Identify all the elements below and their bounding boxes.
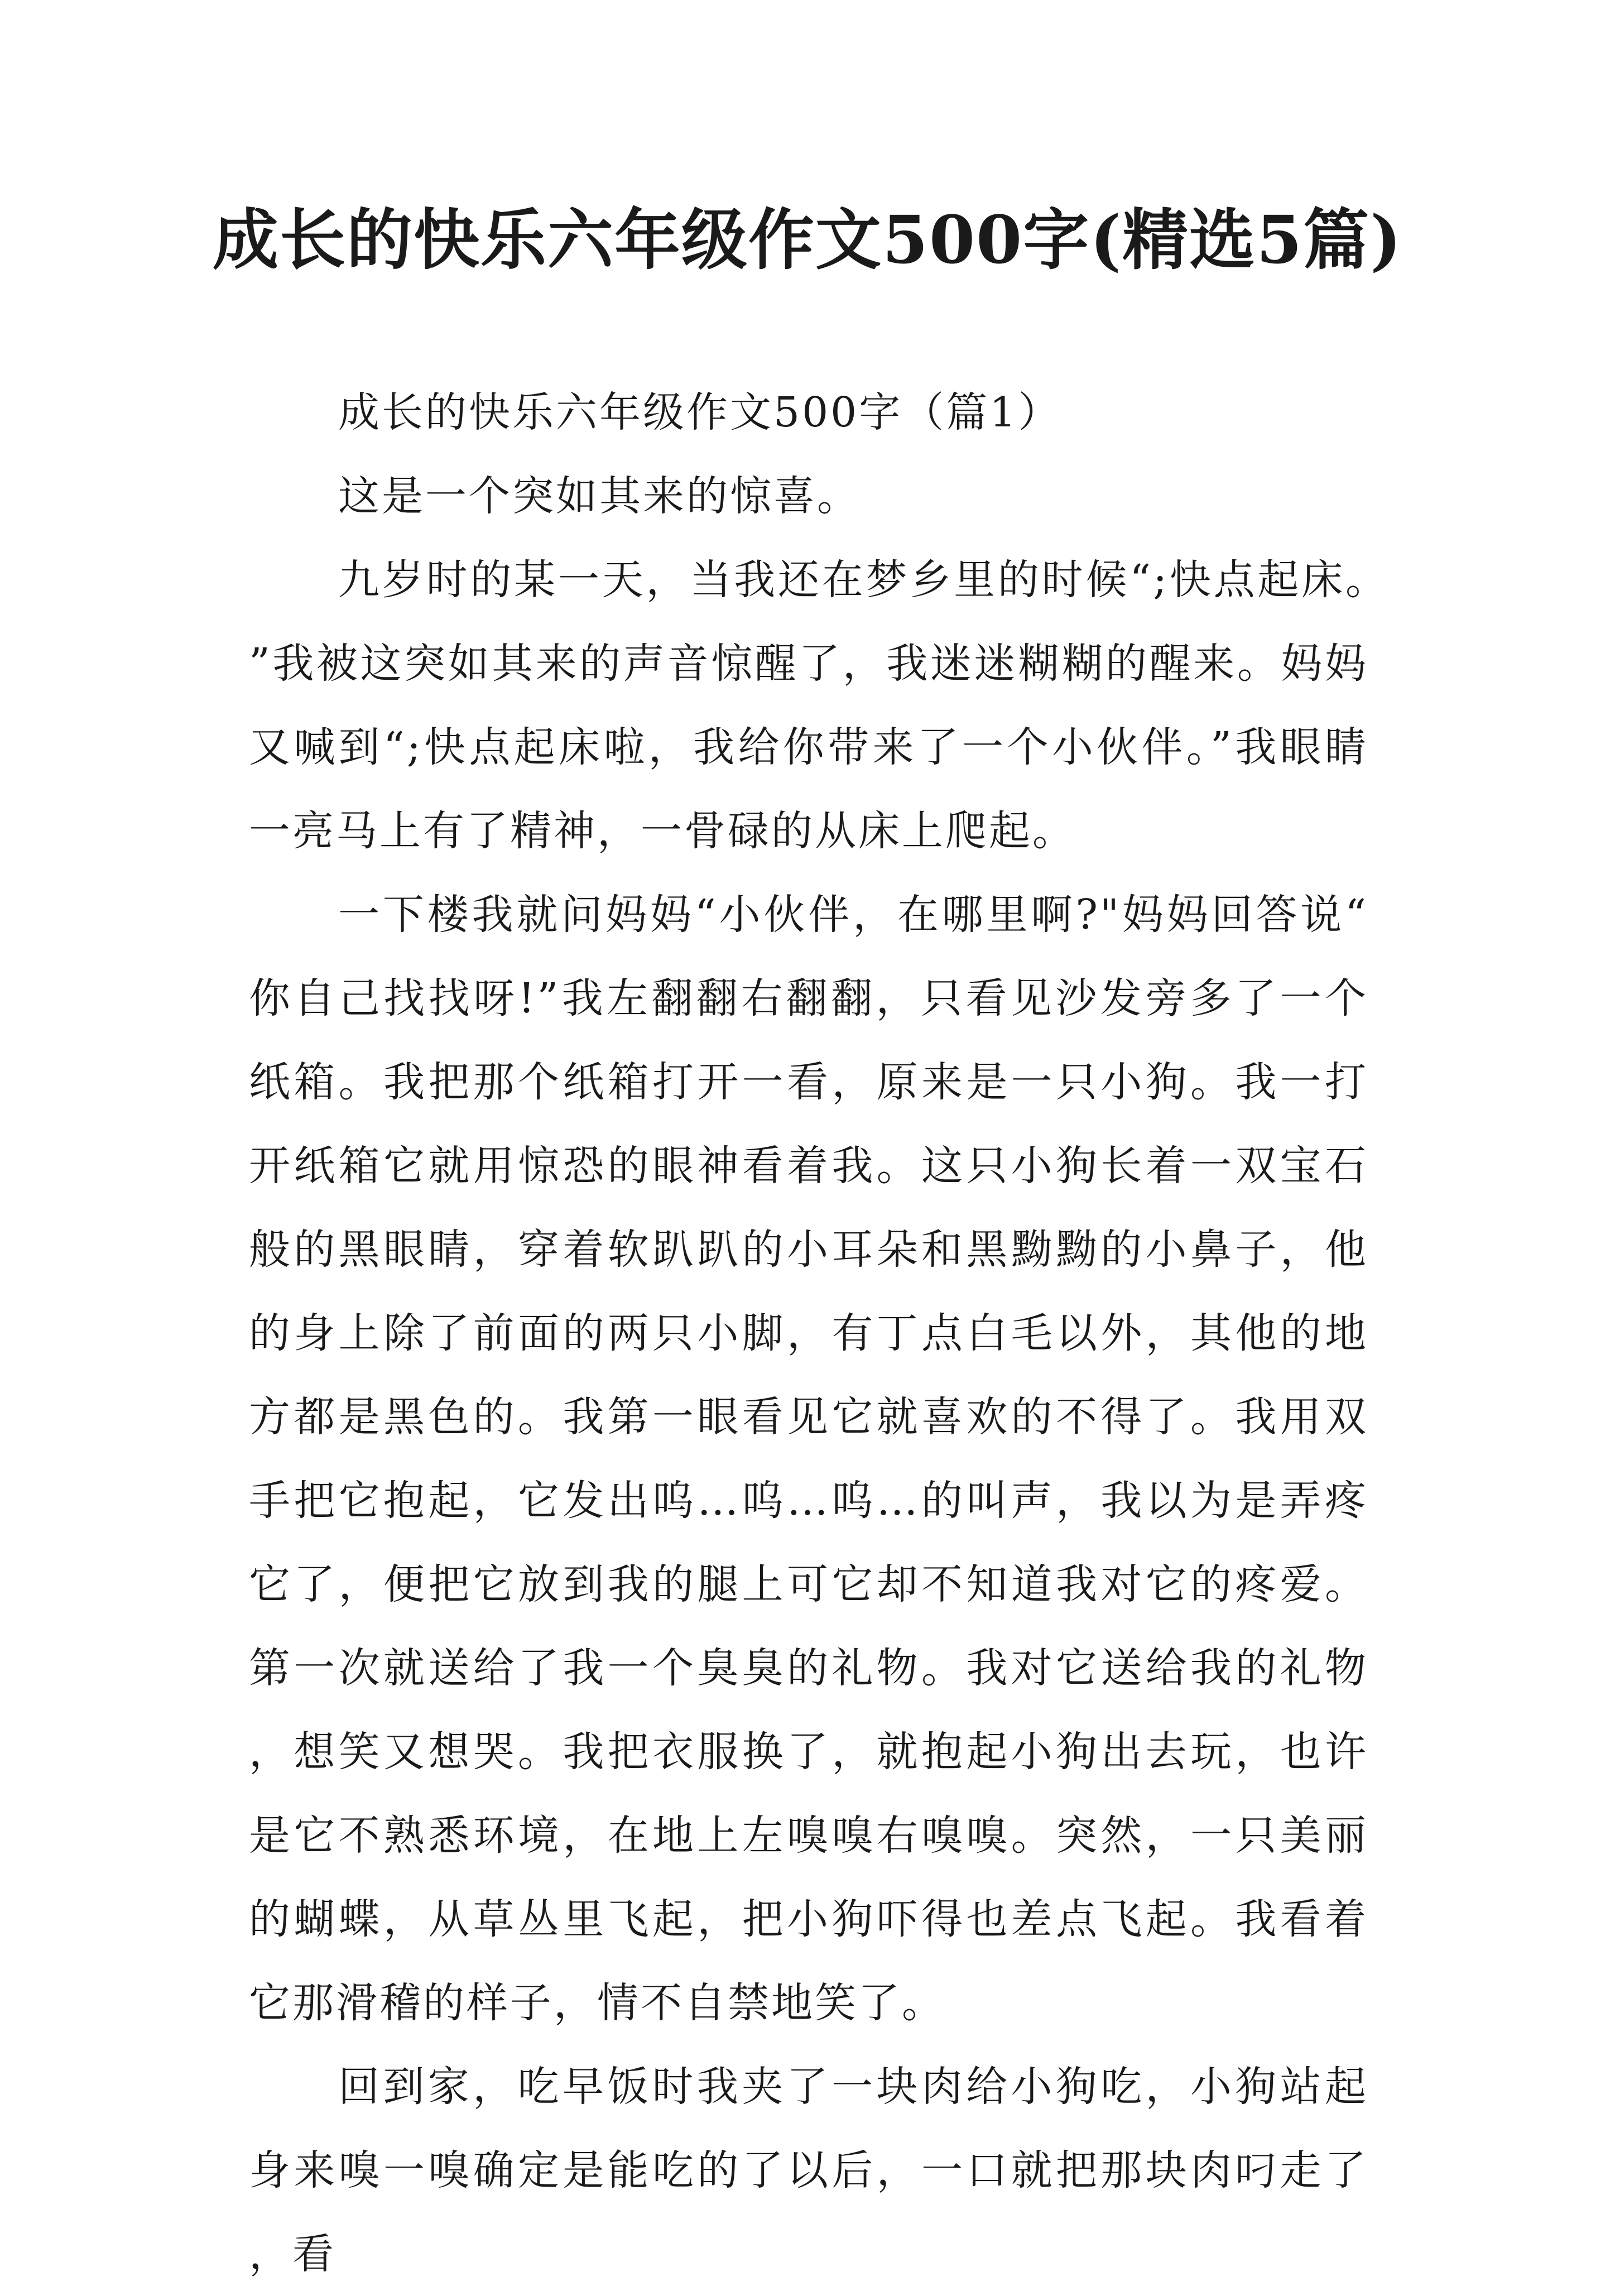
paragraph: 回到家，吃早饭时我夹了一块肉给小狗吃，小狗站起身来嗅一嗅确定是能吃的了以后，一口就把那块肉叼走了，看 bbox=[249, 2063, 1368, 2278]
document-title: 成长的快乐六年级作文500字(精选5篇) bbox=[212, 201, 1403, 278]
paragraph: 这是一个突如其来的惊喜。 bbox=[338, 472, 861, 520]
section-heading: 成长的快乐六年级作文500字（篇1） bbox=[338, 388, 1062, 436]
document-body bbox=[249, 371, 1368, 2296]
paragraph: 九岁时的某一天，当我还在梦乡里的时候“;快点起床。”我被这突如其来的声音惊醒了，我迷迷糊糊的醒来。妈妈又喊到“;快点起床啦，我给你带来了一个小伙伴。”我眼睛一亮马上有了精神，一骨碌的从床上爬起。 bbox=[249, 556, 1368, 855]
paragraph: 一下楼我就问妈妈“小伙伴，在哪里啊?"妈妈回答说“你自己找找呀!”我左翻翻右翻翻，只看见沙发旁多了一个纸箱。我把那个纸箱打开一看，原来是一只小狗。我一打开纸箱它就用惊恐的眼神看着我。这只小狗长着一双宝石般的黑眼睛，穿着软趴趴的小耳朵和黑黝黝的小鼻子，他的身上除了前面的两只小脚，有丁点白毛以外，其他的地方都是黑色的。我第一眼看见它就喜欢的不得了。我用双手把它抱起，它发出呜…呜…呜…的叫声，我以为是弄疼它了，便把它放到我的腿上可它却不知道我对它的疼爱。第一次就送给了我一个臭臭的礼物。我对它送给我的礼物，想笑又想哭。我把衣服换了，就抱起小狗出去玩，也许是它不熟悉环境，在地上左嗅嗅右嗅嗅。突然，一只美丽的蝴蝶，从草丛里飞起，把小狗吓得也差点飞起。我看着它那滑稽的样子，情不自禁地笑了。 bbox=[249, 891, 1368, 2027]
